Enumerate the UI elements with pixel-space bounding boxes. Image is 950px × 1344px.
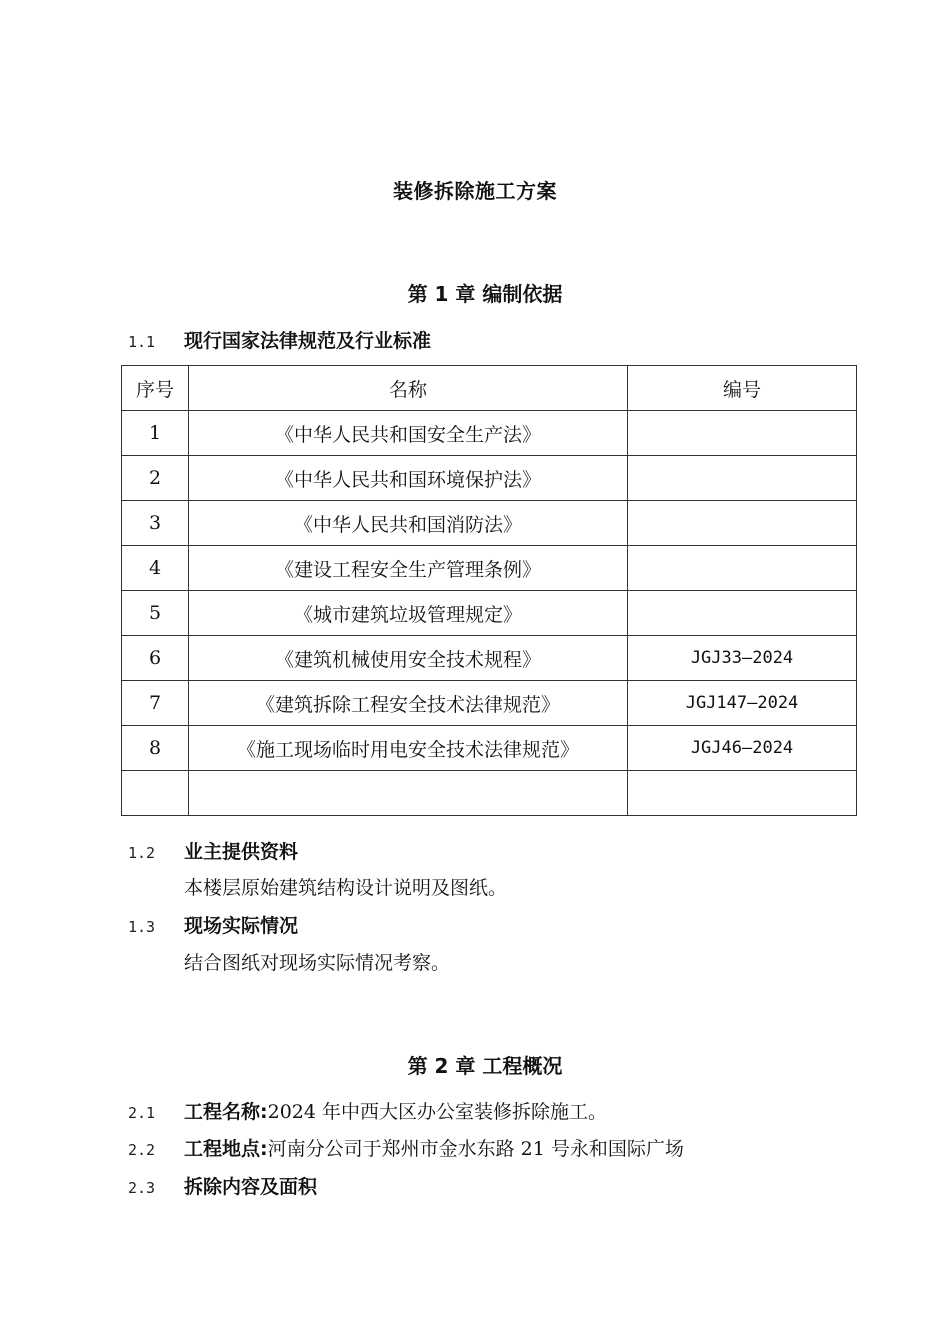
chapter-1-heading: 第 1 章 编制依据 [407,282,563,306]
row-name: 《建筑机械使用安全技术规程》 [189,636,628,681]
row-index: 6 [122,636,189,681]
row-index: 2 [122,456,189,501]
row-name: 《建筑拆除工程安全技术法律规范》 [189,681,628,726]
table-row [122,636,857,681]
header-cell-index: 序号 [122,366,189,411]
table-header-row [122,366,857,411]
section-1-3 [128,913,298,940]
section-title: 业主提供资料 [184,841,299,863]
row-name: 《中华人民共和国消防法》 [189,501,628,546]
row-code: JGJ147—2024 [628,681,857,726]
section-title: 工程名称: [184,1101,268,1123]
row-code: JGJ46—2024 [628,726,857,771]
section-title: 现场实际情况 [184,915,299,937]
row-code [628,546,857,591]
section-number: 2.1 [128,1104,156,1122]
table-row [122,456,857,501]
row-index: 1 [122,411,189,456]
section-number: 1.2 [128,844,156,862]
row-index: 8 [122,726,189,771]
section-value: 河南分公司于郑州市金水东路 21 号永和国际广场 [267,1138,684,1160]
section-number: 2.3 [128,1179,156,1197]
section-number: 1.3 [128,918,156,936]
header-cell-code: 编号 [628,366,857,411]
section-1-1 [128,328,431,355]
section-1-2 [128,839,298,866]
table-row [122,411,857,456]
table-row [122,681,857,726]
row-index: 5 [122,591,189,636]
section-value: 2024 年中西大区办公室装修拆除施工。 [267,1101,608,1123]
row-name: 《建设工程安全生产管理条例》 [189,546,628,591]
row-index: 7 [122,681,189,726]
document-title: 装修拆除施工方案 [393,179,557,203]
section-2-2 [128,1136,684,1163]
section-number: 1.1 [128,333,156,351]
table-row [122,726,857,771]
table-row [122,546,857,591]
section-title: 现行国家法律规范及行业标准 [184,330,432,352]
row-index: 4 [122,546,189,591]
section-title: 拆除内容及面积 [184,1176,318,1198]
row-code [628,411,857,456]
row-code [628,591,857,636]
table-row [122,591,857,636]
section-2-1 [128,1099,607,1126]
row-code: JGJ33—2024 [628,636,857,681]
row-code [628,771,857,816]
table-row [122,501,857,546]
row-code [628,456,857,501]
table-row [122,771,857,816]
row-name: 《中华人民共和国安全生产法》 [189,411,628,456]
section-title: 工程地点: [184,1138,268,1160]
row-name: 《中华人民共和国环境保护法》 [189,456,628,501]
regulations-table [121,365,857,816]
row-name: 《城市建筑垃圾管理规定》 [189,591,628,636]
row-name [189,771,628,816]
row-index: 3 [122,501,189,546]
section-1-3-body: 结合图纸对现场实际情况考察。 [184,952,451,974]
chapter-2-heading: 第 2 章 工程概况 [407,1054,563,1078]
section-2-3 [128,1174,317,1201]
section-1-2-body: 本楼层原始建筑结构设计说明及图纸。 [184,877,508,899]
row-index [122,771,189,816]
section-number: 2.2 [128,1141,156,1159]
header-cell-name: 名称 [189,366,628,411]
row-code [628,501,857,546]
row-name: 《施工现场临时用电安全技术法律规范》 [189,726,628,771]
